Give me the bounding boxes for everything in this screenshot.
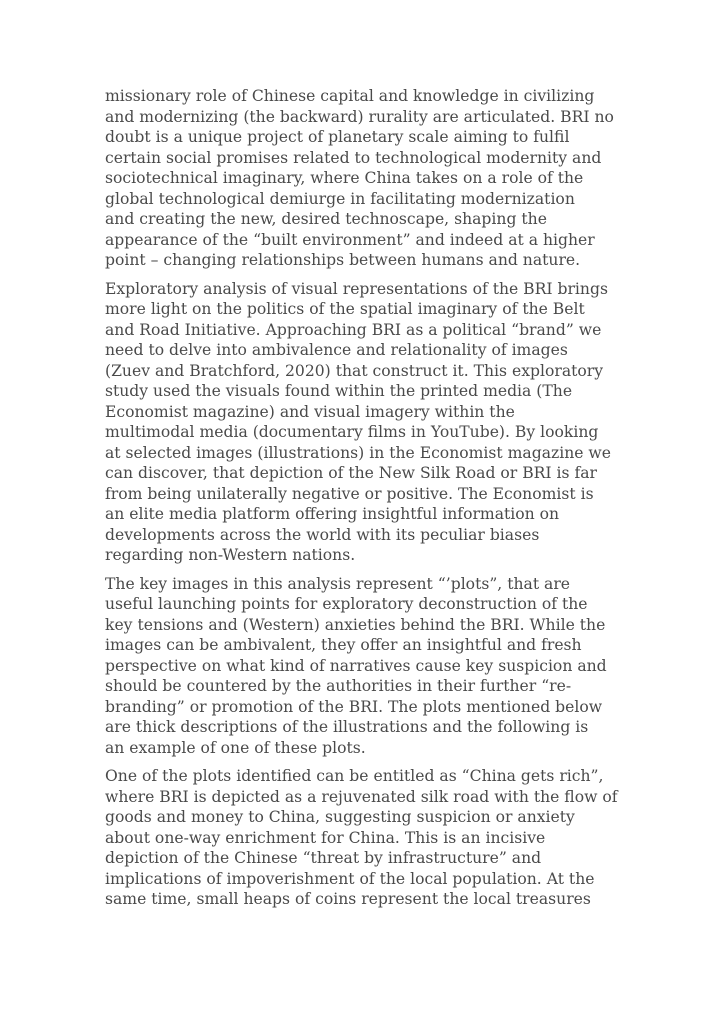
text-line: certain social promises related to technological modernity and: [105, 148, 602, 167]
text-line: depiction of the Chinese “threat by infrastructure” and: [105, 849, 542, 867]
text-line: One of the plots identified can be entitled as “China gets rich”,: [105, 767, 604, 785]
paragraph: [105, 279, 625, 566]
document-page: [105, 86, 625, 918]
text-line: more light on the politics of the spatial imaginary of the Belt: [105, 300, 585, 318]
text-line: Economist magazine) and visual imagery within the: [105, 402, 515, 421]
text-line: Exploratory analysis of visual representations of the BRI brings: [105, 279, 608, 298]
text-line: where BRI is depicted as a rejuvenated silk road with the flow of: [105, 787, 618, 806]
text-line: (Zuev and Bratchford, 2020) that construct it. This exploratory: [105, 361, 604, 380]
paragraph: [105, 86, 625, 271]
text-line: implications of impoverishment of the local population. At the: [105, 869, 595, 888]
text-line: from being unilaterally negative or positive. The Economist is: [105, 484, 594, 503]
text-line: and creating the new, desired technoscape, shaping the: [105, 210, 547, 228]
text-line: doubt is a unique project of planetary scale aiming to fulfil: [105, 128, 570, 146]
text-line: useful launching points for exploratory deconstruction of the: [105, 595, 588, 613]
text-line: developments across the world with its peculiar biases: [105, 525, 540, 544]
text-line: missionary role of Chinese capital and knowledge in civilizing: [105, 87, 595, 105]
text-line: appearance of the “built environment” and indeed at a higher: [105, 230, 595, 249]
text-line: about one-way enrichment for China. This is an incisive: [105, 828, 546, 847]
text-line: The key images in this analysis represent “’plots”, that are: [105, 574, 571, 593]
text-line: study used the visuals found within the printed media (The: [105, 382, 573, 400]
text-line: should be countered by the authorities in their further “re-: [105, 677, 572, 695]
text-line: can discover, that depiction of the New Silk Road or BRI is far: [105, 464, 598, 482]
text-line: are thick descriptions of the illustrations and the following is: [105, 718, 589, 736]
text-line: key tensions and (Western) anxieties behind the BRI. While the: [105, 615, 606, 634]
text-line: point – changing relationships between humans and nature.: [105, 251, 581, 269]
text-line: perspective on what kind of narratives cause key suspicion and: [105, 656, 607, 675]
text-line: and Road Initiative. Approaching BRI as a political “brand” we: [105, 320, 602, 339]
text-line: regarding non-Western nations.: [105, 546, 356, 564]
text-line: and modernizing (the backward) rurality are articulated. BRI no: [105, 107, 614, 126]
text-line: at selected images (illustrations) in the Economist magazine we: [105, 443, 611, 462]
paragraph: [105, 766, 625, 910]
paragraph: [105, 574, 625, 759]
text-line: same time, small heaps of coins represent the local treasures: [105, 890, 591, 908]
text-line: need to delve into ambivalence and relationality of images: [105, 341, 568, 359]
text-line: images can be ambivalent, they offer an insightful and fresh: [105, 636, 582, 654]
text-line: goods and money to China, suggesting suspicion or anxiety: [105, 808, 575, 826]
text-line: sociotechnical imaginary, where China takes on a role of the: [105, 169, 584, 187]
text-line: global technological demiurge in facilitating modernization: [105, 189, 575, 208]
text-line: branding” or promotion of the BRI. The plots mentioned below: [105, 697, 603, 716]
text-line: an example of one of these plots.: [105, 738, 366, 757]
text-line: multimodal media (documentary films in YouTube). By looking: [105, 423, 599, 441]
text-line: an elite media platform offering insightful information on: [105, 505, 560, 523]
